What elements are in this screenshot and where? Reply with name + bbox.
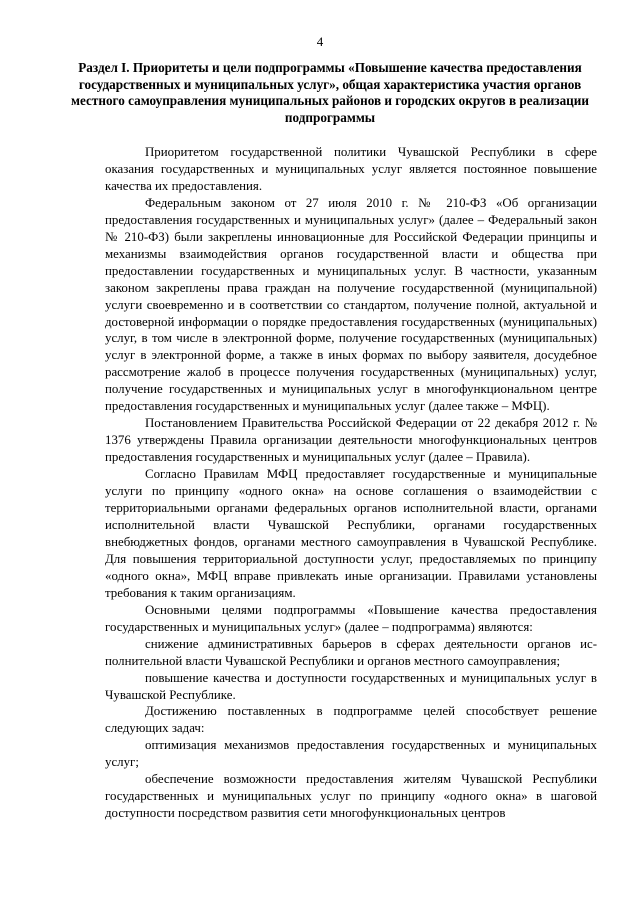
paragraph: оптимизация механизмов предоставления государственных и муниципальных услуг; xyxy=(105,738,597,770)
paragraph: обеспечение возможности предоставления жителям Чувашской Республики государственных и муниципальных услуг по принципу «одного окна» в шаговой доступности посредством развития сети многофункциональных центров xyxy=(105,772,597,821)
paragraph: повышение качества и доступности государственных и муниципальных услуг в Чувашской Республике. xyxy=(105,670,597,702)
section-title: Раздел I. Приоритеты и цели подпрограммы «Повышение качества предоставления государственных и муниципальных услуг», общая характеристика участия органов местного самоуправления муниципальных районов и городских округов в реализации подпрограммы xyxy=(71,60,589,125)
paragraph: Постановлением Правительства Российской Федерации от 22 декабря 2012 г. № 1376 утверждены Правила организации деятельности многофункциональных центров предоставления государственных и муниципальных услуг (далее – Правила). xyxy=(105,416,597,465)
body-text xyxy=(105,144,597,822)
paragraph: Приоритетом государственной политики Чувашской Республики в сфере оказания государственных и муниципальных услуг является постоянное повышение качества их предоставления. xyxy=(105,145,597,193)
paragraph: снижение административных барьеров в сферах деятельности органов исполнительной власти Чувашской Республики и органов местного самоуправления; xyxy=(105,636,597,668)
paragraph: Федеральным законом от 27 июля 2010 г. № 210-ФЗ «Об организации предоставления государственных и муниципальных услуг» (далее – Федеральный закон № 210-ФЗ) были закреплены инновационные для Российской Федерации принципы и механизмы взаимодействия органов государственной власти и общества при предоставлении государственных и муниципальных услуг. В частности, указанным законом закреплены права граждан на получение государственной (муниципальной) услуги своевременно и в соответствии со стандартом, получение полной, актуальной и достоверной информации о порядке предоставления государственных (муниципальных) услуг, в том числе в электронной форме, получение государственных (муниципальных) услуг в электронной форме, а также в иных формах по выбору заявителя, досудебное рассмотрение жалоб в процессе получения государственных (муниципальных) услуг, получение государственных и муниципальных услуг в многофункциональном центре предоставления государственных и муниципальных услуг (далее также – МФЦ). xyxy=(105,195,597,414)
paragraph: Согласно Правилам МФЦ предоставляет государственные и муниципальные услуги по принципу «одного окна» на основе соглашения о взаимодействии с территориальными органами федеральных органов исполнительной власти, органами исполнительной власти Чувашской Республики, органами государственных внебюджетных фондов, органами местного самоуправления в Чувашской Республике. Для повышения территориальной доступности услуг, предоставляемых по принципу «одного окна», МФЦ вправе привлекать иные организации. Правилами установлены требования к таким организациям. xyxy=(105,467,597,600)
paragraph: Достижению поставленных в подпрограмме целей способствует решение следующих задач: xyxy=(105,704,597,736)
paragraph: Основными целями подпрограммы «Повышение качества предоставления государственных и муниципальных услуг» (далее – подпрограмма) являются: xyxy=(105,602,597,634)
page-number: 4 xyxy=(316,34,324,49)
